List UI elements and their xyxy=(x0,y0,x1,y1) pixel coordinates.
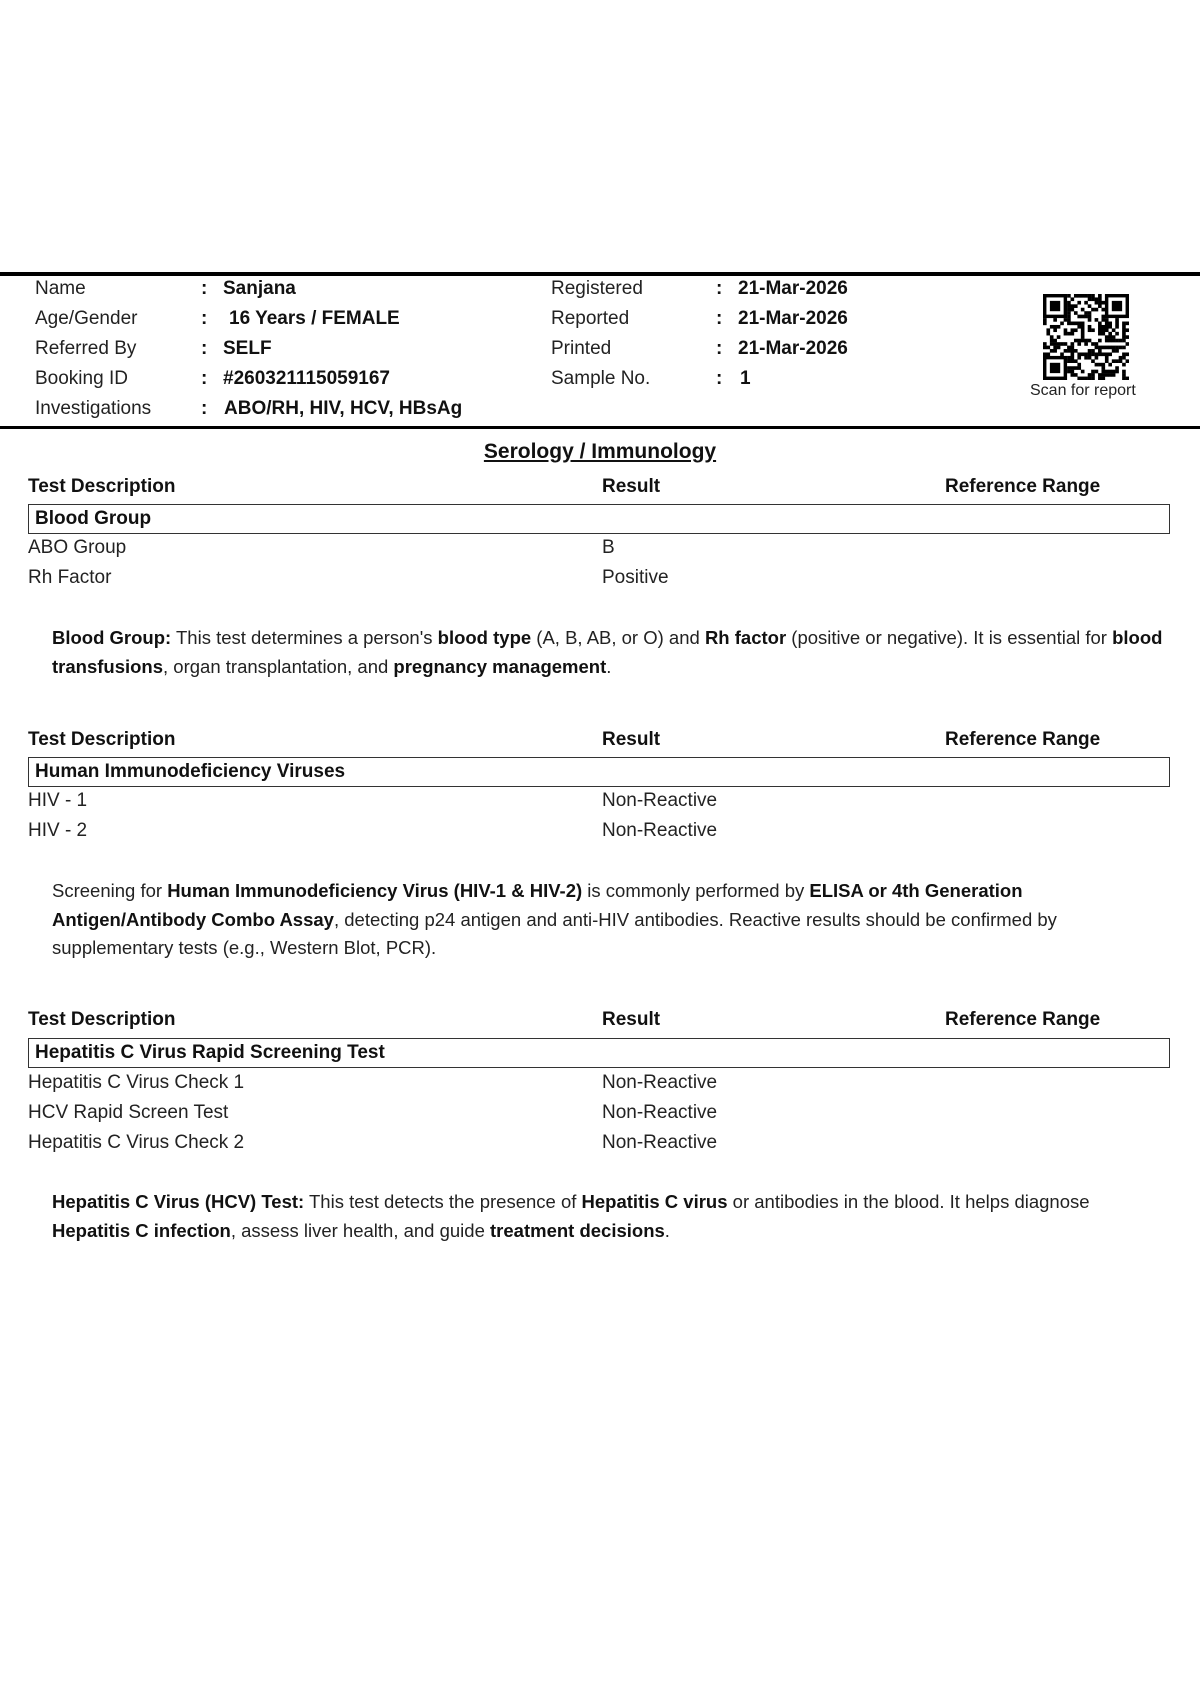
note-bold-text: Human Immunodeficiency Virus (HIV-1 & HIV-2) xyxy=(167,880,583,901)
note-text: . xyxy=(606,655,612,677)
column-header-result: Result xyxy=(602,476,661,497)
note-bold-text: Hepatitis C infection xyxy=(52,1219,231,1241)
header-bottom-rule xyxy=(0,426,1200,429)
test-name: HCV Rapid Screen Test xyxy=(28,1102,229,1123)
note-bold-text: treatment decisions xyxy=(490,1219,665,1241)
note-text: (A, B, AB, or O) and xyxy=(531,627,705,648)
booking-id-label: Booking ID xyxy=(35,368,128,389)
registered-colon: : xyxy=(716,278,723,299)
column-header-range: Reference Range xyxy=(945,476,1101,497)
registered-label: Registered xyxy=(551,278,643,299)
header-top-rule xyxy=(0,272,1200,276)
age-gender-value: 16 Years / FEMALE xyxy=(229,308,400,329)
note-text: This test detects the presence of xyxy=(304,1191,582,1212)
note-bold-text: ELISA or 4th Generation Antigen/Antibody Combo Assay xyxy=(52,880,1023,930)
column-header-range: Reference Range xyxy=(945,1009,1101,1030)
test-name: Rh Factor xyxy=(28,567,112,588)
referred-by-label: Referred By xyxy=(35,338,137,359)
investigations-colon: : xyxy=(201,398,208,419)
note-text: This test determines a person's xyxy=(171,627,438,648)
sample-no-value: 1 xyxy=(740,368,751,389)
column-header-range: Reference Range xyxy=(945,729,1101,750)
test-result: Non-Reactive xyxy=(602,790,718,811)
booking-id-value: #260321115059167 xyxy=(223,368,390,389)
age-gender-label: Age/Gender xyxy=(35,308,138,329)
column-header-result: Result xyxy=(602,1009,661,1030)
reported-value: 21-Mar-2026 xyxy=(738,308,848,329)
note-bold-text: Blood Group: xyxy=(52,627,172,648)
group-title: Hepatitis C Virus Rapid Screening Test xyxy=(28,1038,1170,1068)
test-note xyxy=(52,1188,1170,1245)
note-bold-text: Hepatitis C Virus (HCV) Test: xyxy=(52,1191,305,1212)
column-header-result: Result xyxy=(602,729,661,750)
referred-by-value: SELF xyxy=(223,338,272,359)
test-note xyxy=(52,624,1170,681)
registered-value: 21-Mar-2026 xyxy=(738,278,848,299)
test-name: Hepatitis C Virus Check 2 xyxy=(28,1132,245,1153)
test-result: Non-Reactive xyxy=(602,1102,718,1123)
printed-colon: : xyxy=(716,338,723,359)
note-text: , assess liver health, and guide xyxy=(230,1219,491,1241)
note-bold-text: blood transfusions xyxy=(52,627,1163,677)
test-result: Non-Reactive xyxy=(602,820,718,841)
test-name: HIV - 1 xyxy=(28,790,88,811)
printed-value: 21-Mar-2026 xyxy=(738,338,848,359)
column-header-description: Test Description xyxy=(28,729,176,750)
investigations-value: ABO/RH, HIV, HCV, HBsAg xyxy=(224,398,463,419)
age-gender-colon: : xyxy=(201,308,208,329)
test-result: Positive xyxy=(602,567,669,588)
test-name: Hepatitis C Virus Check 1 xyxy=(28,1072,245,1093)
note-bold-text: pregnancy management xyxy=(393,655,607,677)
patient-name: Sanjana xyxy=(223,278,296,299)
test-result: Non-Reactive xyxy=(602,1072,718,1093)
test-note xyxy=(52,877,1170,963)
note-text: Screening for xyxy=(52,880,168,901)
booking-id-colon: : xyxy=(201,368,208,389)
name-colon: : xyxy=(201,278,208,299)
section-title: Serology / Immunology xyxy=(483,440,717,463)
qr-caption: Scan for report xyxy=(1030,382,1136,399)
note-text: is commonly performed by xyxy=(582,880,810,901)
reported-colon: : xyxy=(716,308,723,329)
note-text: (positive or negative). It is essential for xyxy=(786,627,1113,648)
test-name: ABO Group xyxy=(28,537,127,558)
qr-code-icon[interactable] xyxy=(1043,294,1129,380)
note-text: , detecting p24 antigen and anti-HIV antibodies. Reactive results should be confirmed by supplementary tests (e.g., Western Blot, PCR). xyxy=(52,908,1057,958)
column-header-description: Test Description xyxy=(28,476,176,497)
group-title: Human Immunodeficiency Viruses xyxy=(28,757,1170,787)
note-text: or antibodies in the blood. It helps diagnose xyxy=(727,1191,1090,1212)
note-bold-text: blood type xyxy=(437,627,532,648)
referred-by-colon: : xyxy=(201,338,208,359)
note-bold-text: Hepatitis C virus xyxy=(581,1191,728,1212)
printed-label: Printed xyxy=(551,338,612,359)
note-text: , organ transplantation, and xyxy=(163,655,394,677)
reported-label: Reported xyxy=(551,308,630,329)
sample-no-colon: : xyxy=(716,368,723,389)
test-result: Non-Reactive xyxy=(602,1132,718,1153)
test-name: HIV - 2 xyxy=(28,820,88,841)
note-text: . xyxy=(664,1219,670,1241)
test-result: B xyxy=(602,537,615,558)
name-label: Name xyxy=(35,278,86,299)
investigations-label: Investigations xyxy=(35,398,152,419)
column-header-description: Test Description xyxy=(28,1009,176,1030)
note-bold-text: Rh factor xyxy=(704,627,787,648)
sample-no-label: Sample No. xyxy=(551,368,651,389)
group-title: Blood Group xyxy=(28,504,1170,534)
